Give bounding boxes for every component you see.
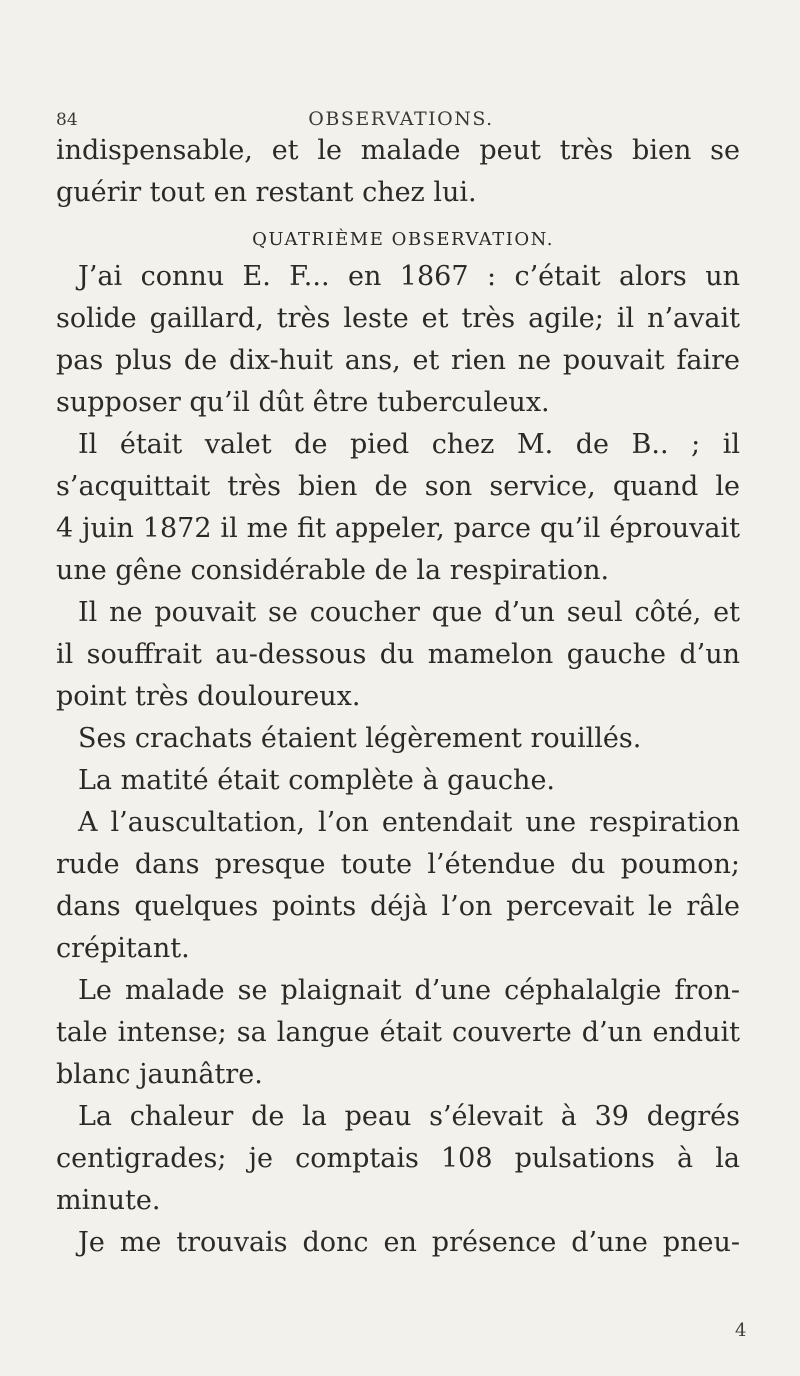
body-text — [56, 130, 740, 1264]
text-line: pas plus de dix-huit ans, et rien ne pouvait faire — [56, 345, 740, 376]
text-line: tale intense; sa langue était couverte d’un enduit — [56, 1017, 740, 1048]
text-line: La chaleur de la peau s’élevait à 39 degrés — [78, 1101, 740, 1132]
text-line: point très douloureux. — [56, 681, 361, 712]
running-head: OBSERVATIONS. — [308, 108, 494, 130]
text-line: Il était valet de pied chez M. de B.. ; il — [78, 429, 740, 460]
text-line: crépitant. — [56, 933, 190, 964]
text-line: centigrades; je comptais 108 pulsations à la — [56, 1143, 740, 1174]
text-line: minute. — [56, 1185, 161, 1216]
text-line: s’acquittait très bien de son service, quand le — [56, 471, 740, 502]
signature-mark: 4 — [735, 1320, 747, 1341]
text-line: guérir tout en restant chez lui. — [56, 177, 477, 208]
text-line: Ses crachats étaient légèrement rouillés. — [78, 723, 642, 754]
text-line: La matité était complète à gauche. — [78, 765, 556, 796]
text-line: solide gaillard, très leste et très agile; il n’avait — [56, 303, 740, 334]
text-line: il souffrait au-dessous du mamelon gauche d’un — [56, 639, 740, 670]
text-line: J’ai connu E. F... en 1867 : c’était alors un — [78, 261, 740, 292]
text-line: indispensable, et le malade peut très bien se — [56, 135, 740, 166]
section-heading: QUATRIÈME OBSERVATION. — [252, 229, 554, 250]
text-line: A l’auscultation, l’on entendait une respiration — [78, 807, 740, 838]
text-line: Je me trouvais donc en présence d’une pneu- — [78, 1227, 740, 1258]
text-line: 4 juin 1872 il me fit appeler, parce qu’il éprouvait — [56, 513, 740, 544]
text-line: blanc jaunâtre. — [56, 1059, 263, 1090]
text-line: une gêne considérable de la respiration. — [56, 555, 610, 586]
text-line: Il ne pouvait se coucher que d’un seul côté, et — [78, 597, 740, 628]
text-line: Le malade se plaignait d’une céphalalgie fron- — [78, 975, 740, 1006]
page-number: 84 — [56, 110, 78, 130]
text-line: rude dans presque toute l’étendue du poumon; — [56, 849, 740, 880]
text-line: supposer qu’il dût être tuberculeux. — [56, 387, 550, 418]
text-line: dans quelques points déjà l’on percevait le râle — [56, 891, 740, 922]
